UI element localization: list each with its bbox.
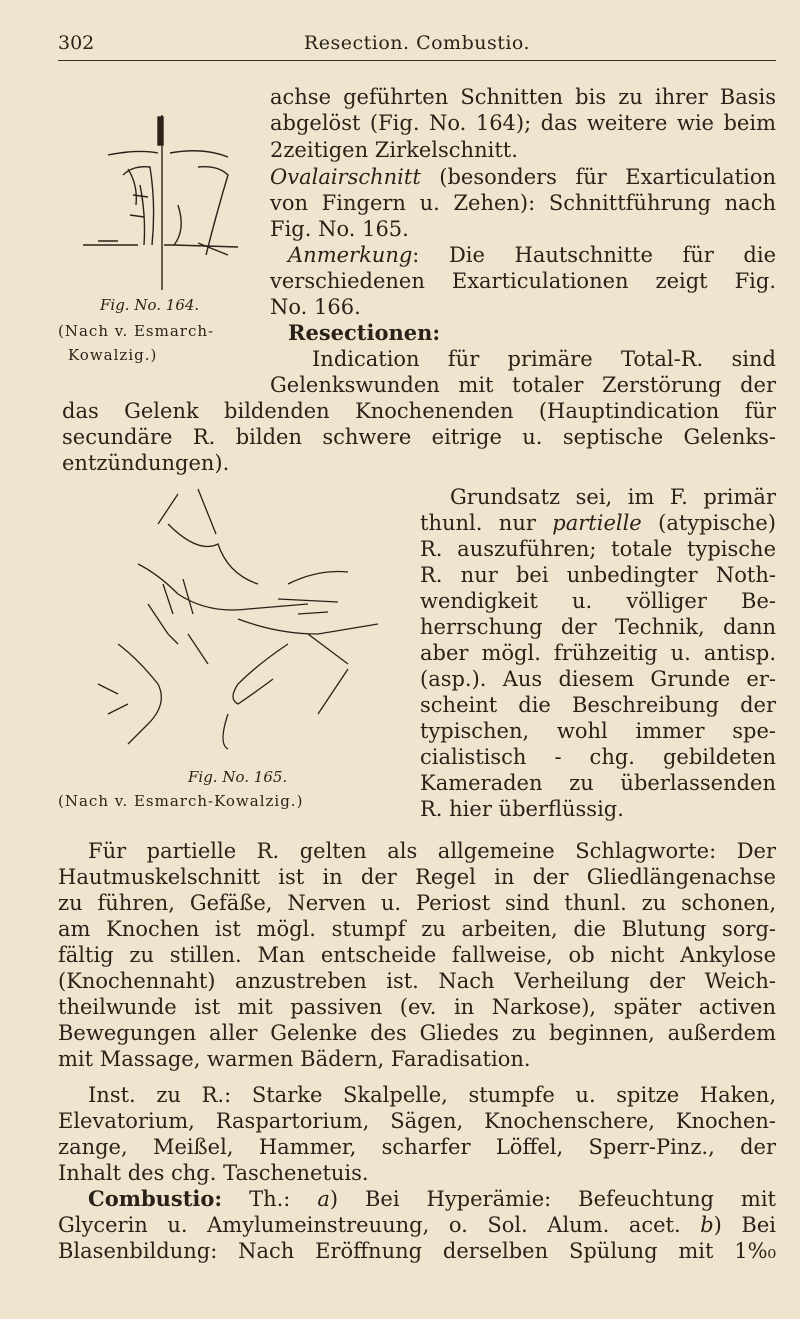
text-line: thunl. nur partielle (atypische) bbox=[420, 511, 776, 535]
text-line: fältig zu stillen. Man entscheide fallweise, ob nicht Ankylose bbox=[58, 943, 776, 967]
text-line: wendigkeit u. völliger Be- bbox=[420, 589, 776, 613]
foot-amputation-drawing bbox=[78, 484, 398, 754]
text-line: am Knochen ist mögl. stumpf zu arbeiten, die Blutung sorg- bbox=[58, 917, 776, 941]
text-line: Elevatorium, Raspartorium, Sägen, Knochenschere, Knochen- bbox=[58, 1109, 776, 1133]
figure-164-illustration bbox=[78, 105, 246, 295]
text-line: zu führen, Gefäße, Nerven u. Periost sind thunl. zu schonen, bbox=[58, 891, 776, 915]
text-line: von Fingern u. Zehen): Schnittführung nach bbox=[270, 191, 776, 215]
running-title: Resection. Combustio. bbox=[303, 32, 531, 54]
section-heading-combustio: Combustio: bbox=[88, 1186, 223, 1211]
text-line: typischen, wohl immer spe- bbox=[420, 719, 776, 743]
text-line: abgelöst (Fig. No. 164); das weitere wie beim bbox=[270, 111, 776, 135]
term-ovalairschnitt: Ovalairschnitt bbox=[270, 165, 421, 189]
text-line: Grundsatz sei, im F. primär bbox=[450, 485, 776, 509]
figure-165-credit: (Nach v. Esmarch-Kowalzig.) bbox=[58, 792, 304, 810]
page-header bbox=[58, 30, 776, 61]
text-line: aber mögl. frühzeitig u. antisp. bbox=[420, 641, 776, 665]
text-line: Combustio: Th.: a) Bei Hyperämie: Befeuchtung mit bbox=[88, 1186, 776, 1211]
text-line: Blasenbildung: Nach Eröffnung derselben Spülung mit 1%₀ bbox=[58, 1239, 776, 1263]
text-line: entzündungen). bbox=[62, 451, 230, 475]
text-line: herrschung der Technik, dann bbox=[420, 615, 776, 639]
text-line: (asp.). Aus diesem Grunde er- bbox=[420, 667, 776, 691]
text-line: zange, Meißel, Hammer, scharfer Löffel, Sperr-Pinz., der bbox=[58, 1135, 776, 1159]
text-line: Kameraden zu überlassenden bbox=[420, 771, 776, 795]
text-line: R. auszuführen; totale typische bbox=[420, 537, 776, 561]
text-line: (Knochennaht) anzustreben ist. Nach Verheilung der Weich- bbox=[58, 969, 776, 993]
text-line: Für partielle R. gelten als allgemeine Schlagworte: Der bbox=[88, 839, 776, 863]
text-line: theilwunde ist mit passiven (ev. in Narkose), später activen bbox=[58, 995, 776, 1019]
text-line: Fig. No. 165. bbox=[270, 217, 409, 241]
text-line: Anmerkung: Die Hautschnitte für die bbox=[288, 243, 776, 267]
text-line: Hautmuskelschnitt ist in der Regel in der Gliedlängenachse bbox=[58, 865, 776, 889]
text-line: Bewegungen aller Gelenke des Gliedes zu beginnen, außerdem bbox=[58, 1021, 776, 1045]
section-heading-resectionen: Resectionen: bbox=[288, 320, 441, 345]
text-line: Gelenkswunden mit totaler Zerstörung der bbox=[270, 373, 776, 397]
figure-164-credit-line2: Kowalzig.) bbox=[68, 346, 158, 364]
figure-164-credit-line1: (Nach v. Esmarch- bbox=[58, 322, 215, 340]
text-line: scheint die Beschreibung der bbox=[420, 693, 776, 717]
figure-164-caption: Fig. No. 164. bbox=[100, 296, 200, 314]
text-line: verschiedenen Exarticulationen zeigt Fig. bbox=[270, 269, 776, 293]
text-line: R. nur bei unbedingter Noth- bbox=[420, 563, 776, 587]
text-line: achse geführten Schnitten bis zu ihrer Basis bbox=[270, 85, 776, 109]
term-partielle: partielle bbox=[552, 511, 642, 535]
text-line: Glycerin u. Amylumeinstreuung, o. Sol. Alum. acet. b) Bei bbox=[58, 1213, 776, 1237]
page-number: 302 bbox=[58, 32, 95, 54]
figure-165-illustration bbox=[78, 484, 398, 754]
text-line: Inst. zu R.: Starke Skalpelle, stumpfe u. spitze Haken, bbox=[88, 1083, 776, 1107]
text-line: 2zeitigen Zirkelschnitt. bbox=[270, 138, 518, 162]
finger-amputation-drawing bbox=[78, 105, 246, 295]
text-line: Ovalairschnitt (besonders für Exarticulation bbox=[270, 165, 776, 189]
text-line: Inhalt des chg. Taschenetuis. bbox=[58, 1161, 369, 1185]
text-line: secundäre R. bilden schwere eitrige u. septische Gelenks- bbox=[62, 425, 776, 449]
text-line: cialistisch - chg. gebildeten bbox=[420, 745, 776, 769]
text-line: No. 166. bbox=[270, 295, 361, 319]
text-line: Indication für primäre Total-R. sind bbox=[312, 347, 776, 371]
text-line: R. hier überflüssig. bbox=[420, 797, 624, 821]
figure-165-caption: Fig. No. 165. bbox=[188, 768, 288, 786]
term-anmerkung: Anmerkung bbox=[288, 243, 413, 267]
text-line: mit Massage, warmen Bädern, Faradisation. bbox=[58, 1047, 531, 1071]
text-line: das Gelenk bildenden Knochenenden (Hauptindication für bbox=[62, 399, 776, 423]
